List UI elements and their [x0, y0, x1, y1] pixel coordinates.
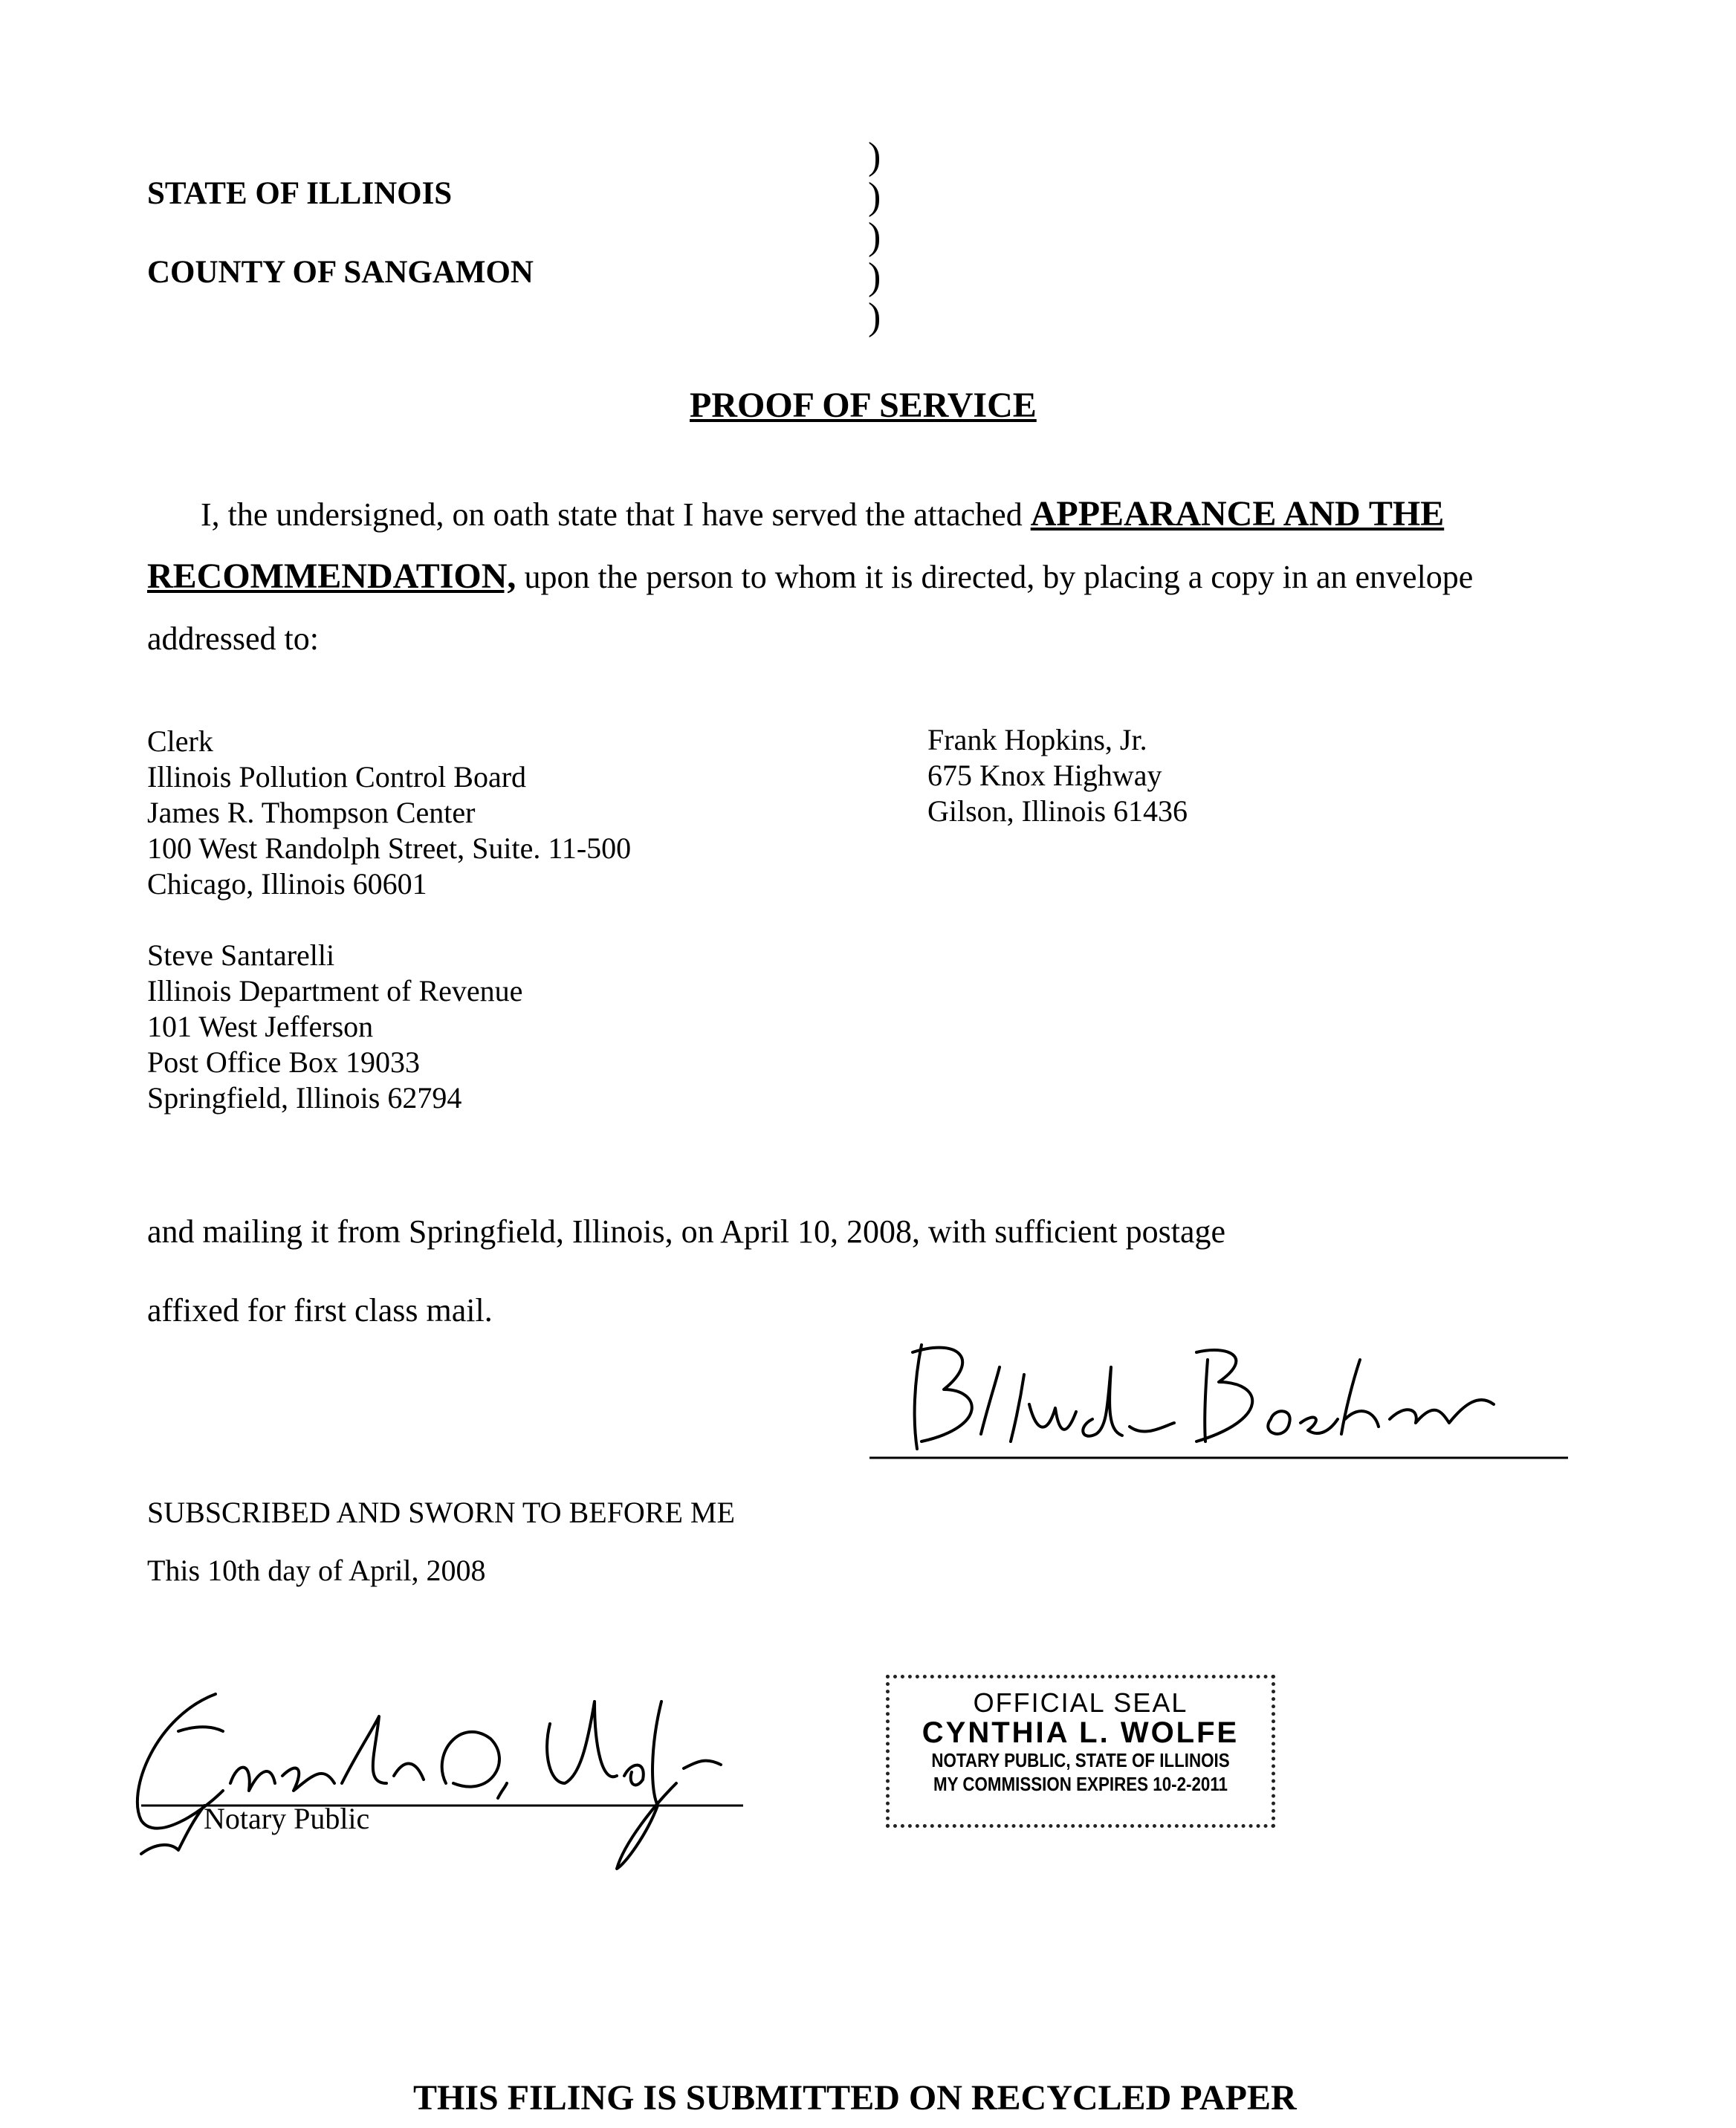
address-block-clerk: [147, 724, 631, 902]
address-line: Post Office Box 19033: [147, 1045, 421, 1079]
intro-text-cont: upon the person to whom it is directed, by placing a copy in an envelope: [516, 559, 1474, 595]
address-line: Illinois Pollution Control Board: [147, 760, 527, 794]
state-heading: STATE OF ILLINOIS: [147, 176, 453, 211]
address-line: 675 Knox Highway: [927, 759, 1162, 792]
paren: ): [868, 175, 881, 218]
address-line: Springfield, Illinois 62794: [147, 1081, 462, 1115]
address-line: Steve Santarelli: [147, 938, 335, 972]
intro-text: I, the undersigned, on oath state that I have served the attached: [201, 496, 1031, 533]
address-line: 101 West Jefferson: [147, 1010, 374, 1043]
served-document-title-cont: RECOMMENDATION,: [147, 557, 516, 596]
address-block-hopkins: [927, 722, 1188, 829]
intro-line-1: [201, 493, 1444, 534]
seal-notary-state: NOTARY PUBLIC, STATE OF ILLINOIS: [931, 1749, 1230, 1771]
notary-seal-stamp: [886, 1675, 1275, 1828]
paren: ): [868, 135, 881, 178]
signer-signature: [869, 1337, 1568, 1464]
subscribed-sworn: SUBSCRIBED AND SWORN TO BEFORE ME: [147, 1496, 735, 1529]
address-line: Illinois Department of Revenue: [147, 974, 523, 1008]
mailing-line-1: and mailing it from Springfield, Illinois, on April 10, 2008, with sufficient postage: [147, 1213, 1226, 1250]
seal-notary-name: CYNTHIA L. WOLFE: [922, 1716, 1240, 1749]
notary-date: This 10th day of April, 2008: [147, 1554, 486, 1587]
recycled-paper-footer: THIS FILING IS SUBMITTED ON RECYCLED PAPER: [413, 2078, 1297, 2118]
address-line: 100 West Randolph Street, Suite. 11-500: [147, 831, 632, 865]
notary-public-label: Notary Public: [204, 1802, 370, 1835]
paren: ): [868, 256, 881, 298]
caption-parens: [868, 137, 881, 337]
seal-title: OFFICIAL SEAL: [973, 1687, 1188, 1718]
intro-line-2: [147, 556, 1473, 597]
seal-commission-expiry: MY COMMISSION EXPIRES 10-2-2011: [933, 1773, 1228, 1795]
served-document-title: APPEARANCE AND THE: [1030, 494, 1445, 533]
address-line: Chicago, Illinois 60601: [147, 867, 427, 901]
address-line: Clerk: [147, 724, 213, 758]
document-title: PROOF OF SERVICE: [690, 386, 1037, 425]
paren: ): [868, 215, 881, 258]
paren: ): [868, 296, 881, 338]
mailing-line-2: affixed for first class mail.: [147, 1292, 493, 1329]
county-heading: COUNTY OF SANGAMON: [147, 255, 534, 290]
address-line: Gilson, Illinois 61436: [927, 794, 1188, 828]
notary-signature: [111, 1687, 765, 1880]
address-line: Frank Hopkins, Jr.: [927, 723, 1147, 756]
addressed-to: addressed to:: [147, 620, 319, 657]
address-block-santarelli: [147, 938, 522, 1116]
address-line: James R. Thompson Center: [147, 796, 476, 829]
